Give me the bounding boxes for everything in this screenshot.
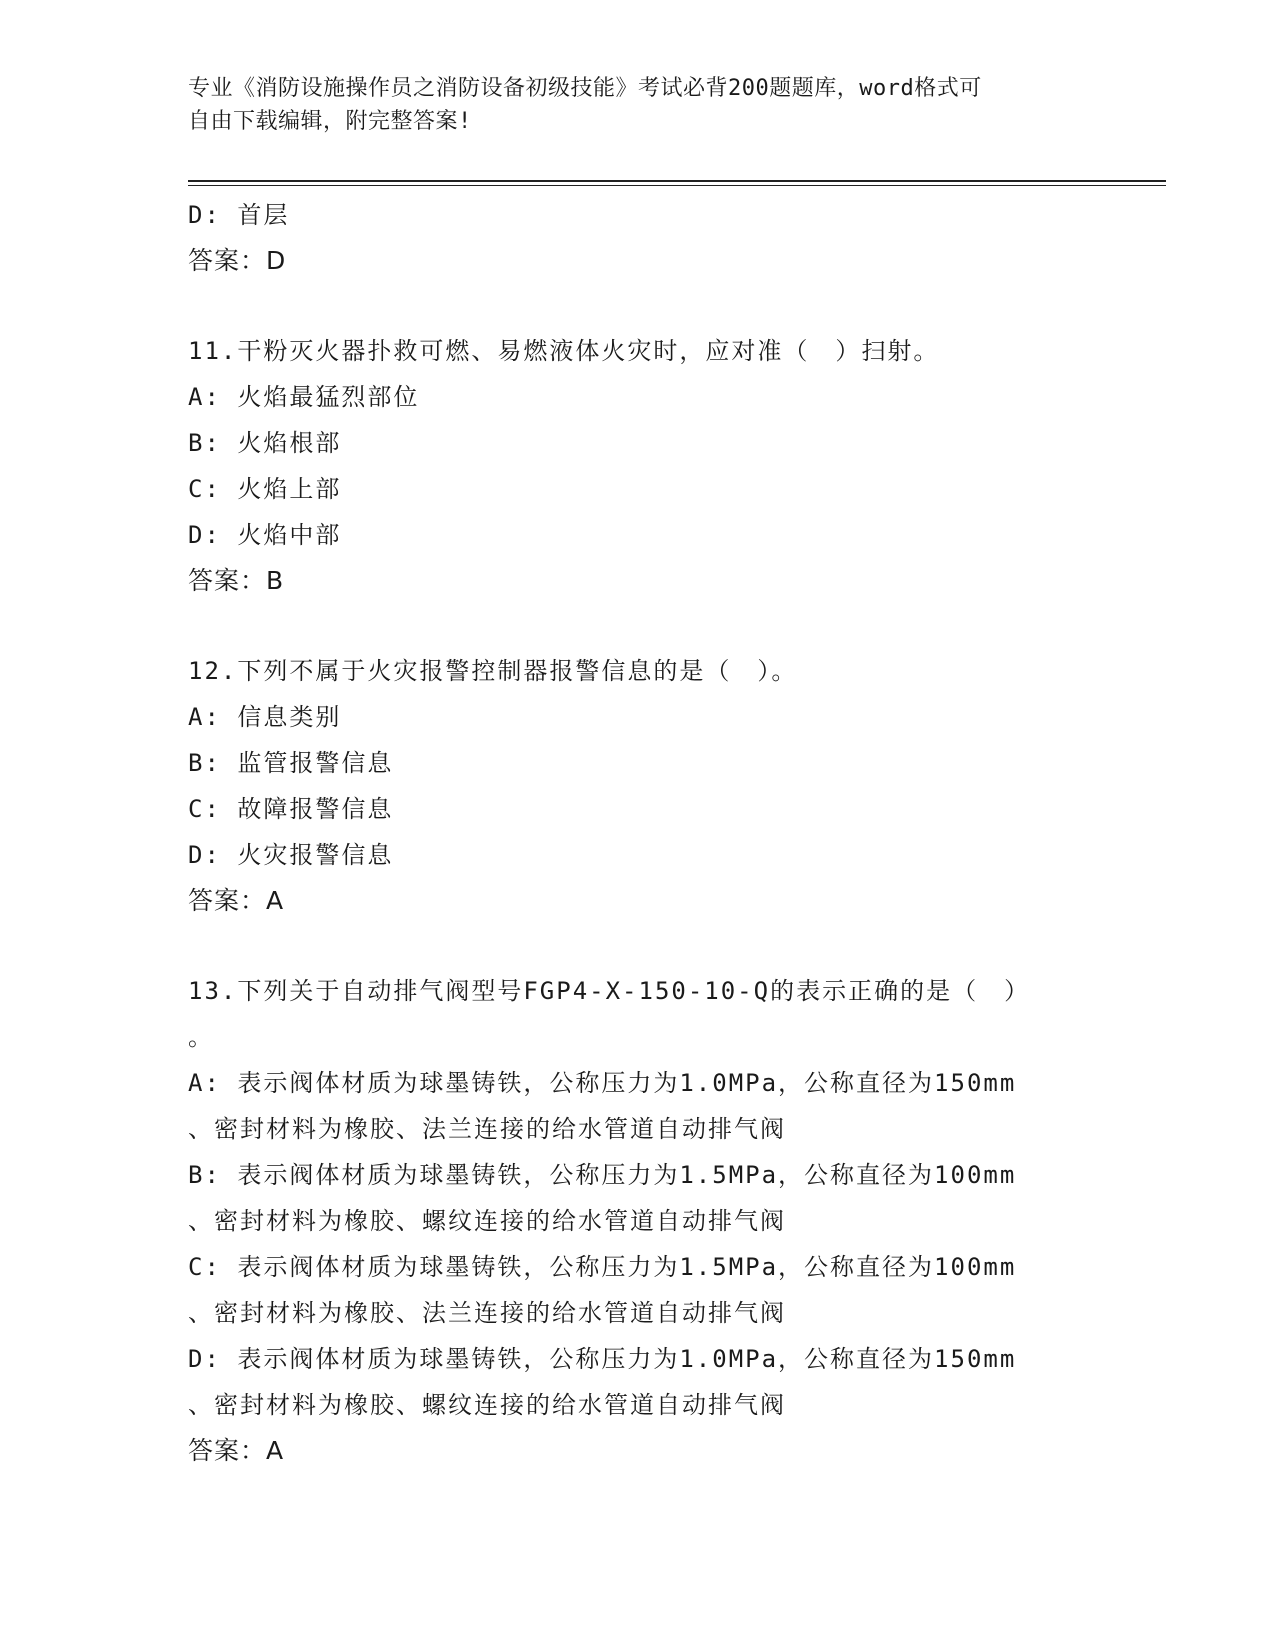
header-line-1: 专业《消防设施操作员之消防设备初级技能》考试必背200题题库，word格式可: [188, 76, 982, 101]
option-b-line-1: B: 表示阀体材质为球墨铸铁，公称压力为1.5MPa，公称直径为100mm: [188, 1161, 1017, 1189]
answer-line: 答案：D: [188, 246, 287, 275]
question-13: [188, 968, 1088, 1474]
answer-line: 答案：B: [188, 566, 285, 595]
option-c: C: 火焰上部: [188, 475, 342, 503]
spacer: [188, 284, 1088, 328]
page-header: [188, 72, 1068, 138]
question-stem-line-1: 13.下列关于自动排气阀型号FGP4-X-150-10-Q的表示正确的是（ ）: [188, 977, 1031, 1005]
question-11: [188, 328, 1088, 604]
option-d-line-2: 、密封材料为橡胶、螺纹连接的给水管道自动排气阀: [188, 1391, 786, 1419]
option-a: A: 火焰最猛烈部位: [188, 383, 420, 411]
spacer: [188, 924, 1088, 968]
prev-question-tail: [188, 192, 1088, 284]
option-c-line-2: 、密封材料为橡胶、法兰连接的给水管道自动排气阀: [188, 1299, 786, 1327]
question-stem: 12.下列不属于火灾报警控制器报警信息的是（ ）。: [188, 657, 798, 685]
option-d-line-1: D: 表示阀体材质为球墨铸铁，公称压力为1.0MPa，公称直径为150mm: [188, 1345, 1017, 1373]
question-stem: 11.干粉灭火器扑救可燃、易燃液体火灾时，应对准（ ）扫射。: [188, 337, 940, 365]
header-rule-thick: [188, 180, 1166, 182]
option-b: B: 监管报警信息: [188, 749, 394, 777]
option-a-line-1: A: 表示阀体材质为球墨铸铁，公称压力为1.0MPa，公称直径为150mm: [188, 1069, 1017, 1097]
option-b: B: 火焰根部: [188, 429, 342, 457]
spacer: [188, 604, 1088, 648]
option-a: A: 信息类别: [188, 703, 342, 731]
answer-line: 答案：A: [188, 1436, 285, 1465]
header-rule-thin: [188, 185, 1166, 186]
option-d: D: 火灾报警信息: [188, 841, 394, 869]
option-b-line-2: 、密封材料为橡胶、螺纹连接的给水管道自动排气阀: [188, 1207, 786, 1235]
option-d: D: 火焰中部: [188, 521, 342, 549]
question-stem-line-2: 。: [188, 1023, 214, 1051]
question-list: [188, 192, 1088, 1474]
answer-line: 答案：A: [188, 886, 285, 915]
option-a-line-2: 、密封材料为橡胶、法兰连接的给水管道自动排气阀: [188, 1115, 786, 1143]
question-12: [188, 648, 1088, 924]
option-c-line-1: C: 表示阀体材质为球墨铸铁，公称压力为1.5MPa，公称直径为100mm: [188, 1253, 1017, 1281]
header-line-2: 自由下载编辑，附完整答案!: [188, 109, 472, 134]
option-c: C: 故障报警信息: [188, 795, 394, 823]
option-d: D: 首层: [188, 201, 290, 229]
